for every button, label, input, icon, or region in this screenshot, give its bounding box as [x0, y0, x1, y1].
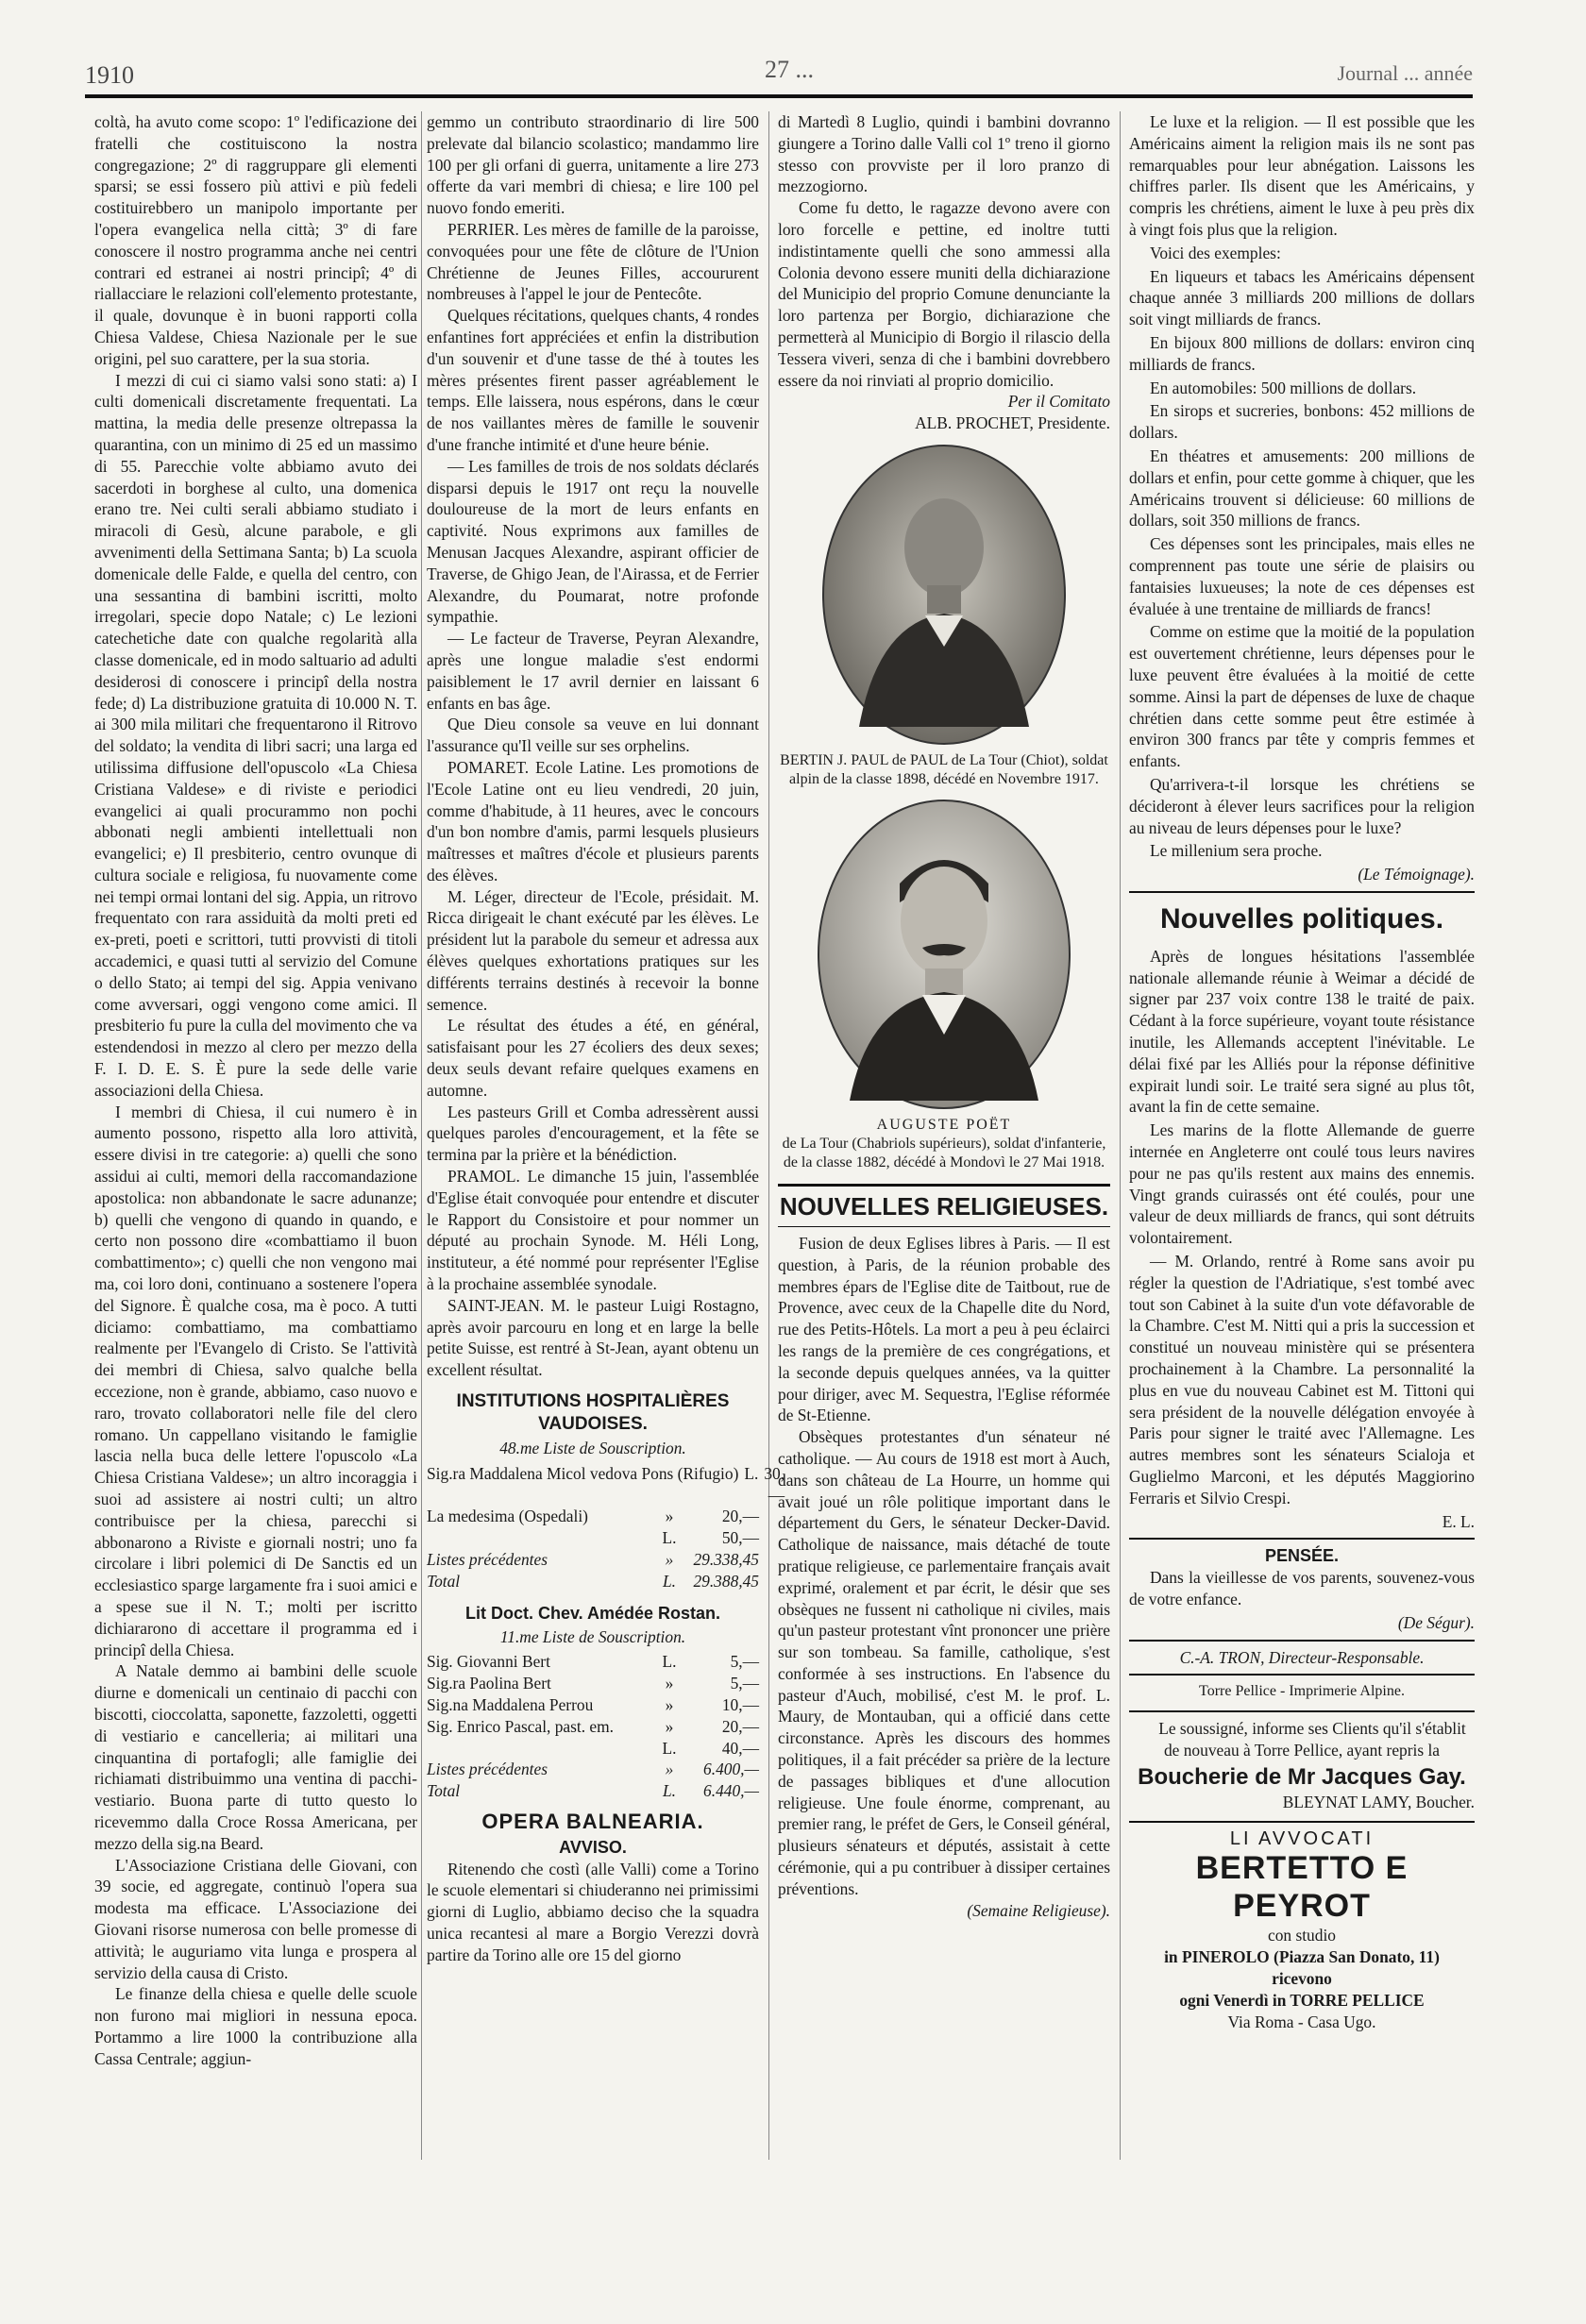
- article-paragraph: Que Dieu console sa veuve en lui donnant l'assurance qu'Il veille sur ses orphelins.: [427, 715, 759, 756]
- portrait-caption-bertin: BERTIN J. PAUL de PAUL de La Tour (Chiot), soldat alpin de la classe 1898, décédé en Novembre 1917.: [780, 751, 1108, 787]
- article-paragraph: Fusion de deux Eglises libres à Paris. — Il est question, à Paris, de la réunion probable des membres épars de l'Eglise dite de Taitbout, rue de Provence, avec ceux de la Chapelle dite du Nord, rue des Petits-Hôtels. La mort a peu à peu éclairci les rangs de la première de ces congrégations, et la seconde depuis quelques années, va la quitter pour diriger, avec M. Sequestra, l'Eglise réformée de St-Etienne.: [778, 1233, 1110, 1425]
- currency-mark: L.: [662, 1738, 677, 1758]
- ad-business-name: Boucherie de Mr Jacques Gay.: [1138, 1763, 1466, 1790]
- section-rule: [1129, 1674, 1475, 1676]
- amount: 5,—: [730, 1674, 759, 1693]
- ad-line: in PINEROLO (Piazza San Donato, 11): [1164, 1947, 1440, 1967]
- article-paragraph: Obsèques protestantes d'un sénateur né catholique. — Au cours de 1918 est mort à Auch, dans son château de La Hourre, un homme qui avait joué un rôle politique important dans le département du Gers, le sénateur Decker-David. Catholique de naissance, mais détaché de toute pratique religieuse, ce parlementaire français avait exprimé, oralement et par écrit, le désir que ses obsèques ne fussent ni catholique ni civiles, mais qu'un pasteur protestant vînt prononcer une prière sur son tombeau. Sa famille, catholique, s'est conformée à ses instructions. En l'absence du pasteur d'Auch, mobilisé, c'est M. le prof. L. Maury, de Montauban, qui a officié dans cette circonstance. Après les discours des hommes politiques, il a fait précéder sa prière de la lecture de passages bibliques et d'une allocution religieuse. Une foule énorme, comprenant, au premier rang, le préfet de Gers, le Conseil général, plusieurs sénateurs et députés, assistait à cette cérémonie, qui a pu contribuer à dissiper certaines préventions.: [778, 1427, 1111, 1898]
- advertisement-lawyers: [1129, 1821, 1475, 2033]
- article-paragraph: SAINT-JEAN. M. le pasteur Luigi Rostagno, après avoir parcouru en long et en large la belle petite Suisse, est rentré à St-Jean, ayant obtenu un excellent résultat.: [427, 1295, 759, 1380]
- article-paragraph: I mezzi di cui ci siamo valsi sono stati: a) I culti domenicali discretamente frequentati. La mattina, la media delle presenze oltrepassa la quarantina, con un minimo di 25 ed un massimo di 55. Parecchie volte abbiamo avuto dei sacerdoti in borghese al culto, una domenica erano tre. Nei culti serali abbiamo studiato i miracoli di Gesù, alcune parabole, e gli avvenimenti della Settimana Santa; b) La scuola domenicale delle Falde, e quella del centro, con una sessantina di bambini iscritti, molto irregolari, specie dopo Natale; c) Le lezioni catechetiche date con qualche regolarità alla classe domenicale, ed in modo saltuario ad adulti desiderosi di conoscere i principî della nostra fede; d) La distribuzione gratuita di 10.000 N. T. ai 300 mila militari che frequentarono il Ritrovo del soldato; la vendita di libri sacri; una larga ed utilissima diffusione dell'opuscolo «La Chiesa Cristiana Valdese» e di riviste e periodici evangelici ai quali procurammo non pochi abbonati negli ambienti intellettuali non evangelici; e) Il presbiterio, centro ovunque di cultura sociale e religiosa, fu nuovamente come nei tempi ormai lontani del sig. Appia, un ritrovo frequentato con rara assiduità da molti preti ed ex-preti, poeti e scrittori, tutti provvisti di titoli accademici, e quasi tutti al servizio del Comune o dello Stato; ai tempi del sig. Appia venivano come avversari, oggi vengono come amici. Il presbiterio fu pure la culla del movimento che va estendendosi in mezzo al clero per mezzo della F. I. D. E. S. È pure la sede delle varie associazioni della Chiesa.: [94, 370, 417, 1100]
- comitato-signature: Per il Comitato: [1007, 392, 1110, 412]
- currency-mark: »: [665, 1674, 674, 1693]
- column-divider: [1120, 111, 1121, 2160]
- currency-mark: L.: [662, 1652, 677, 1672]
- portrait-caption-poet: de La Tour (Chabriols supérieurs), soldat d'infanterie, de la classe 1882, décédé à Mondovì le 27 Mai 1918.: [782, 1135, 1106, 1170]
- director-line: C.-A. TRON, Directeur-Responsable.: [1179, 1647, 1425, 1667]
- printer-line: Torre Pellice - Imprimerie Alpine.: [1199, 1683, 1405, 1700]
- section-rule: [1129, 891, 1475, 893]
- subscription-row: [427, 1759, 759, 1780]
- page-header: [85, 52, 1473, 93]
- subscriber-name: [427, 1527, 653, 1549]
- column-divider: [421, 111, 422, 2160]
- article-paragraph: Les marins de la flotte Allemande de guerre internée en Angleterre ont coulé tous leurs navires pour ne pas qu'ils restent aux mains des ennemis. Vingt grands cuirassés ont été coulés, pour une valeur de deux milliards de francs, qui sont détruits volontairement.: [1129, 1120, 1475, 1248]
- header-title: Journal ... année: [1337, 61, 1473, 85]
- amount: 6.440,—: [703, 1781, 759, 1801]
- article-paragraph: PERRIER. Les mères de famille de la paroisse, convoquées pour une fête de clôture de l'Union Chrétienne de Jeunes Filles, accoururent nombreuses à l'appel le jour de Pentecôte.: [427, 219, 759, 304]
- article-paragraph: En théatres et amusements: 200 millions de dollars et enfin, pour cette gomme à chiquer, que les Américains trouvent si délicieuse: 60 millions de dollars, soit 350 millions de francs.: [1129, 446, 1475, 530]
- subscriber-name: Sig. Enrico Pascal, past. em.: [427, 1716, 615, 1736]
- subscriber-name: Sig.ra Maddalena Micol vedova Pons (Rifugio): [427, 1463, 739, 1483]
- institutions-subtitle: 48.me Liste de Souscription.: [499, 1439, 686, 1458]
- article-paragraph: Le finanze della chiesa e quelle delle scuole non furono mai migliori in nessuna epoca. Portammo a lire 1000 la contribuzione alla Cassa Centrale; aggiun-: [94, 1984, 417, 2068]
- amount: 40,—: [721, 1738, 759, 1758]
- opera-subtitle: AVVISO.: [559, 1837, 627, 1857]
- ad-firm-name: BERTETTO E PEYROT: [1195, 1850, 1409, 1925]
- advertisement-butcher: [1129, 1710, 1475, 1812]
- president-signature: ALB. PROCHET, Presidente.: [915, 413, 1110, 433]
- portrait-name-poet: AUGUSTE POËT: [876, 1116, 1012, 1133]
- lit-list: [427, 1651, 759, 1802]
- currency-mark: »: [665, 1760, 674, 1779]
- article-paragraph: Le résultat des études a été, en général, satisfaisant pour les 27 écoliers des deux sexes; deux seuls devant refaire quelques examens en automne.: [427, 1016, 759, 1100]
- subscription-row: [427, 1549, 759, 1571]
- subscription-row: [427, 1780, 759, 1802]
- pensee-signature: (De Ségur).: [1397, 1612, 1475, 1632]
- amount: 20,—: [721, 1716, 759, 1736]
- page-number: 1910: [85, 61, 134, 89]
- amount: 29.338,45: [693, 1550, 759, 1569]
- column-2: [427, 111, 785, 2160]
- subscriber-name: Total: [427, 1571, 461, 1591]
- article-paragraph: En liqueurs et tabacs les Américains dépensent chaque année 3 milliards 200 millions de dollars soit vingt milliards de francs.: [1129, 266, 1475, 329]
- article-paragraph: PRAMOL. Le dimanche 15 juin, l'assemblée d'Eglise était convoquée pour entendre et discuter le Rapport du Consistoire et pour nommer un député au prochain Synode. M. Héli Long, instituteur, a été nommé pour représenter l'Eglise à la prochaine assemblée synodale.: [427, 1167, 759, 1294]
- article-paragraph: I membri di Chiesa, il cui numero è in aumento possono, rispetto alla loro attività, essere divisi in tre categorie: a) quelli che sono assidui ai culti, memori della raccomandazione apostolica: non abbandonate le sacre adunanze; b) quelli che vengono di quando in quando, e certo non possono dire «combattiamo il buon combattimento»; c) quelli che non vengono mai ma, coi loro doni, continuano a sostenere l'opera del Signore. È qualche cosa, ma è poco. A tutti diciamo: combattiamo, ma combattiamo realmente per l'Evangelo di Cristo. Se l'attività dei membri di Chiesa, salvo qualche bella eccezione, non è grande, abbiamo, caso nuovo e raro, trovato collaboratori nelle file del clero romano. Un cappellano visitando le famiglie lascia nella buca delle lettere l'opuscolo «La Chiesa Cristiana Valdese»; un altro incoraggia i suoi ad assistere ai nostri culti; un altro contribuisce per la chiesa, parecchi si abbonarono a Riviste e giornali nostri; uno fa circolare i libri polemici di De Sanctis ed un ecclesiastico sparge largamente fra i suoi amici e a spese sue il N. T.; molti per iscritto dichiararono di accettare il programma ed i principî della Chiesa.: [94, 1102, 417, 1659]
- subscriber-name: Sig. Giovanni Bert: [427, 1652, 550, 1672]
- subscription-row: [427, 1716, 759, 1738]
- article-paragraph: Comme on estime que la moitié de la population est ouvertement chrétienne, leurs dépenses pour le luxe peuvent être évaluées à la moitié de cette somme. Ainsi la part de dépenses de luxe de chaque chrétien dans cette somme peut être estimée à environ 300 francs par tête y compris femmes et enfants.: [1129, 622, 1475, 771]
- ad-line: con studio: [1268, 1926, 1336, 1945]
- subscription-row: [427, 1527, 759, 1549]
- source-signature: (Le Témoignage).: [1358, 865, 1475, 884]
- pensee-title: PENSÉE.: [1264, 1546, 1340, 1566]
- article-paragraph: gemmo un contributo straordinario di lire 500 prelevate dal bilancio scolastico; mandammo lire 100 per gli orfani di guerra, unitamente a lire 273 offerte da vari membri di chiesa; e lire 100 pel nuovo fondo emeriti.: [427, 112, 759, 218]
- subscription-row: [427, 1738, 759, 1760]
- ad-line: Via Roma - Casa Ugo.: [1227, 2012, 1376, 2031]
- column-3: [778, 111, 1110, 2141]
- lit-subtitle: 11.me Liste de Souscription.: [499, 1626, 686, 1646]
- section-rule: [1129, 1640, 1475, 1642]
- author-signature: E. L.: [1442, 1511, 1475, 1531]
- article-paragraph: Quelques récitations, quelques chants, 4 rondes enfantines fort appréciées et enfin la distribution d'un souvenir et d'une tasse de thé à toutes les mères présentes firent passer agréablement le temps. Elle laissera, nous espérons, dans le cœur de nos vaillantes mères de famille le souvenir d'une franche intimité et d'une heure bénie.: [427, 306, 759, 454]
- subscriber-name: Total: [427, 1781, 461, 1801]
- article-paragraph: Le luxe et la religion. — Il est possible que les Américains aiment la religion mais ils ne sont pas remarquables pour leur abnégation. Laissons les chiffres parler. Ils disent que les Américains, y compris les chrétiens, aiment le luxe à peu près dix à vingt fois plus que la religion.: [1129, 112, 1475, 239]
- amount: 5,—: [730, 1652, 759, 1672]
- subscriber-name: Listes précédentes: [427, 1550, 548, 1569]
- ad-line: ogni Venerdì in TORRE PELLICE: [1179, 1990, 1425, 2010]
- currency-mark: »: [665, 1716, 674, 1736]
- amount: 20,—: [721, 1507, 759, 1526]
- lit-title: Lit Doct. Chev. Amédée Rostan.: [464, 1603, 721, 1623]
- article-paragraph: — Le facteur de Traverse, Peyran Alexandre, après une longue maladie s'est endormi paisiblement le 17 avril dernier en laissant 6 enfants en bas âge.: [427, 629, 759, 713]
- amount: 6.400,—: [703, 1760, 759, 1779]
- ad-signature: BLEYNAT LAMY, Boucher.: [1282, 1792, 1475, 1811]
- article-paragraph: Les pasteurs Grill et Comba adressèrent aussi quelques paroles d'encouragement, et la fête se termina par la prière et la bénédiction.: [427, 1102, 759, 1165]
- amount: 29.388,45: [693, 1571, 759, 1591]
- nouvelles-religieuses-title: NOUVELLES RELIGIEUSES.: [778, 1184, 1110, 1227]
- currency-mark: L.: [662, 1571, 677, 1591]
- ad-text: Le soussigné, informe ses Clients qu'il s'établit de nouveau à Torre Pellice, ayant repris la: [1158, 1719, 1466, 1760]
- currency-mark: L.: [744, 1463, 759, 1483]
- article-paragraph: di Martedì 8 Luglio, quindi i bambini dovranno giungere a Torino dalle Valli col 1º treno il giorno stesso con provviste per il loro pranzo di mezzogiorno.: [778, 112, 1110, 196]
- article-paragraph: Ces dépenses sont les principales, mais elles ne comprennent pas toute une série de plaisirs ou fantaisies luxueuses; la note de ces dépenses est évaluée à une trentaine de milliards de francs!: [1129, 534, 1475, 618]
- article-paragraph: Voici des exemples:: [1150, 243, 1281, 262]
- nouvelles-politiques-title: Nouvelles politiques.: [1159, 902, 1444, 935]
- subscription-row: [427, 1463, 785, 1507]
- source-signature: (Semaine Religieuse).: [967, 1900, 1110, 1920]
- article-paragraph: En bijoux 800 millions de dollars: environ cinq milliards de francs.: [1129, 332, 1475, 374]
- column-4: [1129, 111, 1475, 2131]
- amount: 50,—: [721, 1528, 759, 1548]
- currency-mark: L.: [662, 1528, 677, 1548]
- subscription-row: [427, 1651, 759, 1673]
- header-date: 27 ...: [765, 56, 814, 83]
- article-paragraph: coltà, ha avuto come scopo: 1º l'edificazione dei fratelli che costituiscono la nostra congregazione; 2º di raggruppare gli elementi sparsi; se essi fossero più attivi e più fedeli costituirebbero un manipolo importante per l'opera evangelica nella città; 3º di fare conoscere il nostro programma anche nei centri contrari ed estranei ai nostri principî; 4º di riallacciare le relazioni coll'elemento protestante, il quale, dovunque è in buoni rapporti colla Chiesa Valdese, Chiesa Nazionale per le sue origini, pel suo carattere, per la sua storia.: [94, 112, 417, 368]
- article-paragraph: A Natale demmo ai bambini delle scuole diurne e domenicali un centinaio di pacchi con biscotti, cioccolatta, saponette, fazzoletti, oggetti di vestiario e cancelleria; ai militari una cinquantina di portafogli; alle famiglie dei richiamati distribuimmo una ventina di pacchi-vestiario. Buona parte di tutto questo lo ricevemmo dalla Croce Rossa Americana, per mezzo della sig.na Beard.: [94, 1661, 417, 1853]
- institutions-title: INSTITUTIONS HOSPITALIÈRES VAUDOISES.: [456, 1391, 730, 1435]
- subscription-row: [427, 1571, 759, 1592]
- article-paragraph: — M. Orlando, rentré à Rome sans avoir pu régler la question de l'Adriatique, s'est tombé avec tout son Cabinet à la suite d'un vote défavorable de la Chambre. C'est M. Nitti qui a pris la succession et constitué un nouveau ministère qui se présentera prochainement à la Chambre. La personnalité la plus en vue du nouveau Cabinet est M. Tittoni qui sera président de la nouvelle délégation envoyée à Paris pour signer le traité avec l'Allemagne. Les autres membres sont les sénateurs Scialoja et Guglielmo Marconi, et les députés Maggiorino Ferraris et Silvio Crespi.: [1129, 1252, 1475, 1507]
- article-paragraph: — Les familles de trois de nos soldats déclarés disparsi depuis le 1917 ont reçu la nouvelle douloureuse de la mort de leurs enfants en captivité. Nous exprimons aux familles de Menusan Jacques Alexandre, aspirant officier de Traverse, de Ghigo Jean, de l'Airassa, et de Ferrier Alexandre, du Poumarat, notre profonde sympathie.: [427, 456, 759, 627]
- article-paragraph: L'Associazione Cristiana delle Giovani, con 39 socie, ed aggregate, continuò l'opera sua modesta ma efficace. L'Associazione dei Giovani risorse numerosa con belle promesse di attività; le auguriamo vita lunga e prospera al servizio della causa di Cristo.: [94, 1855, 417, 1982]
- amount: 10,—: [721, 1694, 759, 1714]
- article-paragraph: En sirops et sucreries, bonbons: 452 millions de dollars.: [1129, 401, 1475, 443]
- currency-mark: »: [665, 1507, 674, 1526]
- pensee-text: Dans la vieillesse de vos parents, souvenez-vous de votre enfance.: [1129, 1568, 1475, 1608]
- article-paragraph: Après de longues hésitations l'assemblée nationale allemande réunie à Weimar a décidé de signer par 237 voix contre 138 le traité de paix. Cédant à la force supérieure, voyant toute résistance inutile, les Allemands acceptent l'inévitable. Le délai fixé par les Alliés pour la réponse définitive expirait lundi soir. Le traité sera signé au plus tôt, avant la fin de cette semaine.: [1129, 946, 1475, 1117]
- subscriber-name: La medesima (Ospedali): [427, 1507, 588, 1526]
- article-paragraph: Come fu detto, le ragazze devono avere con loro forcelle e pettine, ed inoltre tutti indistintamente quelli che sono ammessi alla Colonia devono essere muniti della dichiarazione del Municipio del proprio Comune denunciante la loro partenza per Borgio, dichiarazione che permetterà al Municipio di Borgio il rilascio della Tessera viveri, senza di che i bambini dovrebbero essere da noi rinviati al proprio domicilio.: [778, 198, 1110, 390]
- currency-mark: L.: [662, 1781, 677, 1801]
- article-paragraph: M. Léger, directeur de l'Ecole, présidait. M. Ricca dirigeait le chant exécuté par les élèves. Le président lut la parabole du semeur et adressa aux élèves quelques exhortations pratiques sur les différents terrains destinés à recevoir la bonne semence.: [427, 886, 759, 1014]
- subscriber-name: Sig.ra Paolina Bert: [427, 1674, 551, 1693]
- subscription-row: [427, 1506, 759, 1527]
- subscriber-name: [427, 1738, 653, 1760]
- article-paragraph: Ritenendo che costì (alle Valli) come a Torino le scuole elementari si chiuderanno nei primissimi giorni di Luglio, abbiamo deciso che la squadra unica recantesi al mare a Borgio Verezzi dovrà partire da Torino alle ore 15 del giorno: [427, 1859, 759, 1964]
- article-paragraph: Le millenium sera proche.: [1150, 841, 1323, 861]
- article-paragraph: POMARET. Ecole Latine. Les promotions de l'Ecole Latine ont eu lieu vendredi, 20 juin, comme d'habitude, à 11 heures, avec le concours d'un bon nombre d'amis, parmi lesquels plusieurs maîtresses et maîtres d'école et plusieurs parents des élèves.: [427, 757, 759, 884]
- currency-mark: »: [665, 1550, 674, 1569]
- subscriber-name: Sig.na Maddalena Perrou: [427, 1694, 594, 1714]
- subscriber-name: Listes précédentes: [427, 1760, 548, 1779]
- subscription-row: [427, 1673, 759, 1694]
- ad-tag: LI AVVOCATI: [1229, 1827, 1375, 1849]
- portrait-photo-bertin: [821, 444, 1067, 746]
- amount: 30,—: [764, 1463, 785, 1505]
- currency-mark: »: [665, 1694, 674, 1714]
- article-paragraph: En automobiles: 500 millions de dollars.: [1150, 378, 1417, 397]
- opera-title: OPERA BALNEARIA.: [481, 1809, 704, 1833]
- ad-line: ricevono: [1272, 1968, 1332, 1988]
- column-divider: [768, 111, 769, 2160]
- column-1: [94, 111, 417, 2160]
- section-rule: [1129, 1538, 1475, 1540]
- portrait-photo-poet: [817, 799, 1071, 1110]
- institutions-list: [427, 1463, 785, 1592]
- article-paragraph: Qu'arrivera-t-il lorsque les chrétiens se décideront à élever leurs sacrifices pour la religion au niveau de leurs dépenses pour le luxe?: [1129, 774, 1475, 837]
- subscription-row: [427, 1694, 759, 1716]
- header-rule: [85, 94, 1473, 98]
